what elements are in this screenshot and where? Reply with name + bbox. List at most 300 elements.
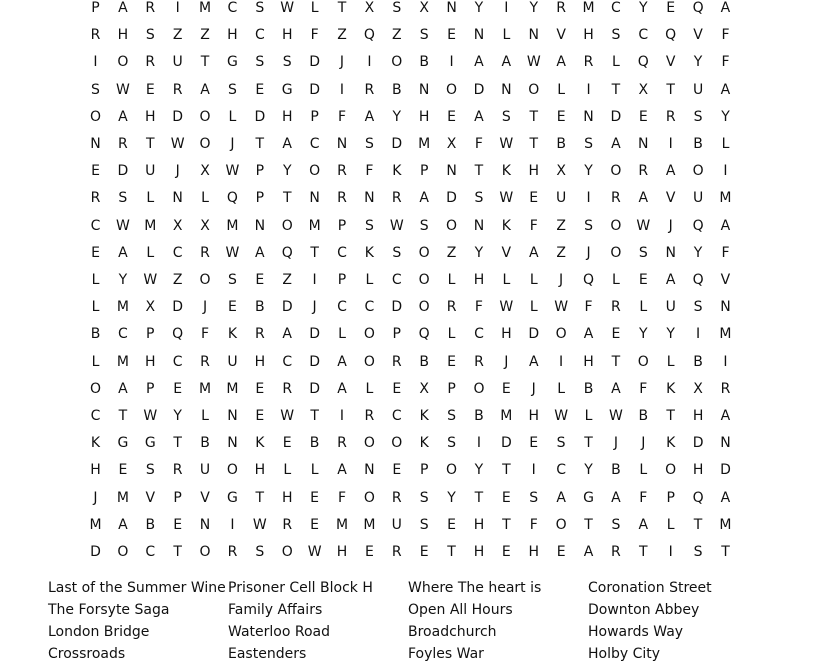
grid-letter[interactable]: N [473,217,485,234]
grid-letter[interactable]: Y [639,326,648,343]
grid-letter[interactable]: C [556,462,567,479]
grid-letter[interactable]: T [255,489,265,506]
grid-letter[interactable]: V [501,244,512,261]
grid-letter[interactable]: E [310,489,320,506]
grid-letter[interactable]: C [309,136,320,152]
grid-letter[interactable]: E [501,380,511,397]
grid-letter[interactable]: E [255,408,265,424]
grid-letter[interactable]: O [199,108,211,125]
grid-letter[interactable]: Z [391,27,402,44]
grid-letter[interactable]: D [309,353,320,370]
grid-letter[interactable]: W [280,408,295,424]
grid-letter[interactable]: S [392,244,402,261]
grid-letter[interactable]: H [692,408,704,424]
grid-letter[interactable]: E [447,353,456,370]
grid-letter[interactable]: U [227,353,238,370]
grid-letter[interactable]: S [392,0,402,16]
grid-letter[interactable]: C [117,326,128,343]
grid-letter[interactable]: I [723,163,728,180]
grid-letter[interactable]: D [254,108,266,125]
grid-letter[interactable]: Q [583,272,595,288]
grid-letter[interactable]: H [583,27,594,44]
grid-letter[interactable]: O [446,217,458,234]
grid-letter[interactable]: T [255,136,265,152]
grid-letter[interactable]: O [528,81,540,98]
grid-letter[interactable]: O [117,544,129,560]
grid-letter[interactable]: W [252,516,267,533]
grid-letter[interactable]: P [337,217,347,234]
grid-letter[interactable]: C [145,544,156,560]
grid-letter[interactable]: Z [556,217,566,234]
grid-letter[interactable]: A [611,380,621,397]
grid-letter[interactable]: M [199,0,212,16]
grid-letter[interactable]: K [90,435,101,452]
grid-letter[interactable]: Q [281,244,293,261]
grid-letter[interactable]: T [529,136,539,152]
grid-letter[interactable]: E [666,0,676,16]
grid-letter[interactable]: S [501,108,511,125]
grid-letter[interactable]: K [255,435,265,452]
grid-letter[interactable]: R [337,190,347,207]
grid-letter[interactable]: C [391,408,402,424]
grid-letter[interactable]: S [447,435,456,452]
grid-letter[interactable]: E [91,163,100,180]
grid-letter[interactable]: A [118,108,128,125]
grid-letter[interactable]: Y [666,326,675,343]
grid-letter[interactable]: S [611,516,621,533]
grid-letter[interactable]: E [556,108,566,125]
grid-letter[interactable]: M [116,489,129,506]
grid-letter[interactable]: E [501,489,511,506]
grid-letter[interactable]: O [418,272,430,288]
grid-letter[interactable]: E [447,108,456,125]
grid-letter[interactable]: O [391,54,403,71]
grid-letter[interactable]: K [666,380,676,397]
grid-letter[interactable]: B [255,299,265,316]
grid-letter[interactable]: D [90,544,101,560]
grid-letter[interactable]: L [529,272,538,288]
grid-letter[interactable]: W [143,272,158,288]
grid-letter[interactable]: C [474,326,484,343]
grid-letter[interactable]: I [668,136,673,152]
grid-letter[interactable]: H [528,163,539,180]
grid-letter[interactable]: F [721,54,730,71]
grid-letter[interactable]: E [447,516,456,533]
grid-letter[interactable]: H [583,353,594,370]
grid-letter[interactable]: E [173,516,183,533]
grid-letter[interactable]: O [446,462,458,479]
grid-letter[interactable]: O [555,326,567,343]
grid-letter[interactable]: E [501,544,511,560]
grid-letter[interactable]: E [638,108,648,125]
grid-letter[interactable]: A [583,544,594,560]
grid-letter[interactable]: L [502,272,511,288]
grid-letter[interactable]: R [638,163,649,180]
grid-letter[interactable]: G [227,489,238,506]
grid-letter[interactable]: S [282,54,292,71]
grid-letter[interactable]: D [309,326,320,343]
grid-letter[interactable]: A [200,81,210,98]
grid-letter[interactable]: R [364,81,375,98]
grid-letter[interactable]: A [556,489,566,506]
grid-letter[interactable]: M [582,0,595,16]
grid-letter[interactable]: X [200,217,210,234]
grid-letter[interactable]: U [172,54,183,71]
grid-letter[interactable]: O [89,108,102,125]
grid-letter[interactable]: R [145,54,156,71]
grid-letter[interactable]: A [720,408,731,424]
grid-letter[interactable]: Q [418,326,430,343]
grid-letter[interactable]: F [310,27,319,44]
grid-letter[interactable]: H [692,462,704,479]
grid-letter[interactable]: F [639,489,648,506]
grid-letter[interactable]: S [255,544,265,560]
grid-letter[interactable]: L [447,326,456,343]
grid-letter[interactable]: T [200,54,210,71]
grid-letter[interactable]: A [638,190,649,207]
grid-letter[interactable]: B [309,435,320,452]
grid-letter[interactable]: M [418,136,431,152]
grid-letter[interactable]: F [721,27,730,44]
grid-letter[interactable]: F [474,299,483,316]
grid-letter[interactable]: B [474,408,484,424]
grid-letter[interactable]: G [227,54,238,71]
grid-letter[interactable]: X [364,0,375,16]
grid-letter[interactable]: Y [529,0,539,16]
grid-letter[interactable]: W [115,81,130,98]
grid-letter[interactable]: C [172,244,183,261]
grid-letter[interactable]: L [529,299,538,316]
grid-letter[interactable]: P [419,462,429,479]
grid-letter[interactable]: P [146,380,155,397]
grid-letter[interactable]: O [363,326,375,343]
grid-letter[interactable]: R [337,435,347,452]
grid-letter[interactable]: Y [639,0,648,16]
grid-letter[interactable]: H [528,544,539,560]
grid-letter[interactable]: O [391,435,403,452]
grid-letter[interactable]: I [668,544,673,560]
grid-letter[interactable]: L [365,272,374,288]
grid-letter[interactable]: L [338,326,346,343]
grid-letter[interactable]: A [528,244,539,261]
grid-letter[interactable]: N [638,136,649,152]
grid-letter[interactable]: A [611,136,621,152]
grid-letter[interactable]: K [364,244,374,261]
grid-letter[interactable]: L [612,272,620,288]
grid-letter[interactable]: T [310,244,319,261]
grid-letter[interactable]: P [146,326,155,343]
grid-letter[interactable]: X [556,163,566,180]
grid-letter[interactable]: U [556,190,567,207]
grid-letter[interactable]: U [692,81,704,98]
grid-letter[interactable]: B [638,408,649,424]
grid-letter[interactable]: A [556,54,566,71]
grid-letter[interactable]: T [584,435,593,452]
grid-letter[interactable]: I [696,326,701,343]
grid-letter[interactable]: Y [474,244,484,261]
grid-letter[interactable]: V [665,54,676,71]
grid-letter[interactable]: G [281,81,293,98]
grid-letter[interactable]: N [473,27,485,44]
grid-letter[interactable]: O [418,299,430,316]
grid-letter[interactable]: W [280,0,295,16]
grid-letter[interactable]: N [528,27,539,44]
grid-letter[interactable]: D [391,299,403,316]
grid-letter[interactable]: M [144,217,157,234]
grid-letter[interactable]: C [337,244,347,261]
grid-letter[interactable]: L [612,54,620,71]
grid-letter[interactable]: T [310,408,319,424]
grid-letter[interactable]: Y [447,489,456,506]
grid-letter[interactable]: X [145,299,156,316]
grid-letter[interactable]: B [556,136,566,152]
grid-letter[interactable]: L [91,353,100,370]
grid-letter[interactable]: L [666,516,675,533]
grid-letter[interactable]: A [665,272,676,288]
grid-letter[interactable]: R [556,0,566,16]
grid-letter[interactable]: W [608,408,623,424]
grid-letter[interactable]: S [145,27,155,44]
grid-letter[interactable]: N [364,190,375,207]
grid-letter[interactable]: K [419,408,429,424]
grid-letter[interactable]: M [500,408,513,424]
grid-letter[interactable]: J [202,299,208,316]
grid-letter[interactable]: O [610,217,622,234]
grid-letter[interactable]: W [636,217,651,234]
grid-letter[interactable]: R [665,108,676,125]
grid-letter[interactable]: W [499,299,514,316]
grid-letter[interactable]: L [557,380,566,397]
grid-letter[interactable]: X [200,163,210,180]
grid-letter[interactable]: S [611,27,621,44]
grid-letter[interactable]: M [226,217,239,234]
grid-letter[interactable]: A [583,326,594,343]
grid-letter[interactable]: O [309,163,321,180]
grid-letter[interactable]: E [255,272,265,288]
grid-letter[interactable]: Z [172,27,183,44]
grid-letter[interactable]: Q [637,54,649,71]
grid-letter[interactable]: Z [200,27,210,44]
grid-letter[interactable]: O [692,163,704,180]
grid-letter[interactable]: V [720,272,731,288]
grid-letter[interactable]: J [93,489,98,506]
grid-letter[interactable]: Q [363,27,375,44]
grid-letter[interactable]: H [473,516,485,533]
grid-letter[interactable]: Z [172,272,183,288]
grid-letter[interactable]: S [693,108,703,125]
grid-letter[interactable]: O [446,81,458,98]
grid-letter[interactable]: X [419,380,429,397]
grid-letter[interactable]: I [723,353,728,370]
grid-letter[interactable]: A [364,108,375,125]
grid-letter[interactable]: Y [118,272,128,288]
grid-letter[interactable]: A [720,81,731,98]
grid-letter[interactable]: F [529,217,538,234]
grid-letter[interactable]: Q [665,27,677,44]
grid-letter[interactable]: S [419,27,429,44]
grid-letter[interactable]: X [638,81,649,98]
grid-letter[interactable]: P [392,326,401,343]
grid-letter[interactable]: H [473,544,485,560]
grid-letter[interactable]: A [337,462,347,479]
grid-letter[interactable]: H [336,544,348,560]
grid-letter[interactable]: M [199,380,212,397]
grid-letter[interactable]: R [391,190,402,207]
grid-letter[interactable]: Y [584,462,593,479]
grid-letter[interactable]: F [721,244,730,261]
grid-letter[interactable]: H [145,108,156,125]
grid-letter[interactable]: D [172,299,184,316]
grid-letter[interactable]: K [666,435,676,452]
grid-letter[interactable]: A [255,244,265,261]
grid-letter[interactable]: P [310,108,319,125]
grid-letter[interactable]: T [337,0,347,16]
grid-letter[interactable]: R [720,380,731,397]
grid-letter[interactable]: X [693,380,703,397]
grid-letter[interactable]: V [200,489,210,506]
grid-letter[interactable]: A [501,54,512,71]
grid-letter[interactable]: W [143,408,158,424]
grid-letter[interactable]: N [309,190,320,207]
grid-letter[interactable]: Z [282,272,293,288]
grid-letter[interactable]: E [419,544,429,560]
grid-letter[interactable]: U [665,299,676,316]
grid-letter[interactable]: A [118,516,128,533]
grid-letter[interactable]: S [447,408,456,424]
grid-letter[interactable]: D [720,462,731,479]
grid-letter[interactable]: X [446,136,457,152]
grid-letter[interactable]: A [720,217,731,234]
grid-letter[interactable]: C [364,299,375,316]
grid-letter[interactable]: R [391,489,402,506]
grid-letter[interactable]: Z [337,27,347,44]
grid-letter[interactable]: S [556,435,566,452]
grid-letter[interactable]: A [118,0,128,16]
grid-letter[interactable]: S [255,54,265,71]
grid-letter[interactable]: X [419,0,429,16]
grid-letter[interactable]: S [419,217,429,234]
grid-letter[interactable]: P [173,489,182,506]
grid-letter[interactable]: R [90,190,101,207]
grid-letter[interactable]: Z [556,244,566,261]
grid-letter[interactable]: E [447,27,456,44]
grid-letter[interactable]: R [391,353,402,370]
grid-letter[interactable]: T [721,544,730,560]
grid-letter[interactable]: L [447,272,456,288]
grid-letter[interactable]: R [200,353,210,370]
grid-letter[interactable]: A [337,353,347,370]
grid-letter[interactable]: H [254,353,266,370]
grid-letter[interactable]: L [201,190,209,207]
grid-letter[interactable]: Q [692,217,704,234]
grid-letter[interactable]: O [363,489,375,506]
grid-letter[interactable]: A [720,0,731,16]
grid-letter[interactable]: R [172,81,183,98]
grid-letter[interactable]: K [501,217,511,234]
grid-letter[interactable]: C [391,272,402,288]
grid-letter[interactable]: I [476,435,482,452]
grid-letter[interactable]: W [225,244,240,261]
grid-letter[interactable]: I [312,272,317,288]
grid-letter[interactable]: C [254,27,265,44]
grid-letter[interactable]: L [639,462,648,479]
grid-letter[interactable]: B [693,136,703,152]
grid-letter[interactable]: H [418,108,430,125]
grid-letter[interactable]: M [363,516,376,533]
grid-letter[interactable]: S [638,244,648,261]
grid-letter[interactable]: W [115,217,130,234]
grid-letter[interactable]: O [226,462,238,479]
grid-letter[interactable]: I [230,516,235,533]
grid-letter[interactable]: K [419,435,429,452]
grid-letter[interactable]: H [473,272,485,288]
grid-letter[interactable]: R [611,544,621,560]
grid-letter[interactable]: O [281,544,293,560]
grid-letter[interactable]: D [309,380,320,397]
grid-letter[interactable]: B [419,54,429,71]
grid-letter[interactable]: O [610,163,622,180]
grid-letter[interactable]: Q [692,0,704,16]
grid-letter[interactable]: I [93,54,98,71]
grid-letter[interactable]: T [529,108,539,125]
grid-letter[interactable]: J [504,353,509,370]
grid-letter[interactable]: L [310,0,319,16]
grid-letter[interactable]: B [90,326,101,343]
grid-letter[interactable]: H [145,353,156,370]
grid-letter[interactable]: E [364,544,374,560]
grid-letter[interactable]: B [693,353,703,370]
grid-letter[interactable]: A [282,136,292,152]
grid-letter[interactable]: P [666,489,675,506]
grid-letter[interactable]: U [692,190,704,207]
grid-letter[interactable]: Z [446,244,457,261]
grid-letter[interactable]: N [446,163,457,180]
grid-letter[interactable]: O [473,380,485,397]
grid-letter[interactable]: L [721,136,730,152]
grid-letter[interactable]: A [528,353,539,370]
grid-letter[interactable]: Y [474,0,484,16]
grid-letter[interactable]: M [335,516,349,533]
grid-letter[interactable]: L [91,299,100,316]
grid-letter[interactable]: S [227,272,237,288]
grid-letter[interactable]: P [447,380,456,397]
grid-letter[interactable]: G [583,489,594,506]
grid-letter[interactable]: H [227,27,238,44]
grid-letter[interactable]: B [200,435,210,452]
grid-letter[interactable]: L [228,108,237,125]
grid-letter[interactable]: H [281,27,293,44]
grid-letter[interactable]: N [227,435,238,452]
grid-letter[interactable]: C [282,353,293,370]
grid-letter[interactable]: A [118,380,128,397]
grid-letter[interactable]: Y [173,408,182,424]
grid-letter[interactable]: T [611,353,621,370]
grid-letter[interactable]: U [391,516,402,533]
grid-letter[interactable]: T [173,544,182,560]
grid-letter[interactable]: D [309,54,320,71]
grid-letter[interactable]: C [90,408,101,424]
grid-letter[interactable]: L [365,380,374,397]
grid-letter[interactable]: Q [692,489,704,506]
grid-letter[interactable]: H [281,108,293,125]
grid-letter[interactable]: H [528,408,539,424]
grid-letter[interactable]: R [200,244,210,261]
grid-letter[interactable]: R [583,54,594,71]
grid-letter[interactable]: A [720,489,731,506]
grid-letter[interactable]: S [145,462,155,479]
grid-letter[interactable]: N [665,244,676,261]
grid-letter[interactable]: Y [392,108,402,125]
